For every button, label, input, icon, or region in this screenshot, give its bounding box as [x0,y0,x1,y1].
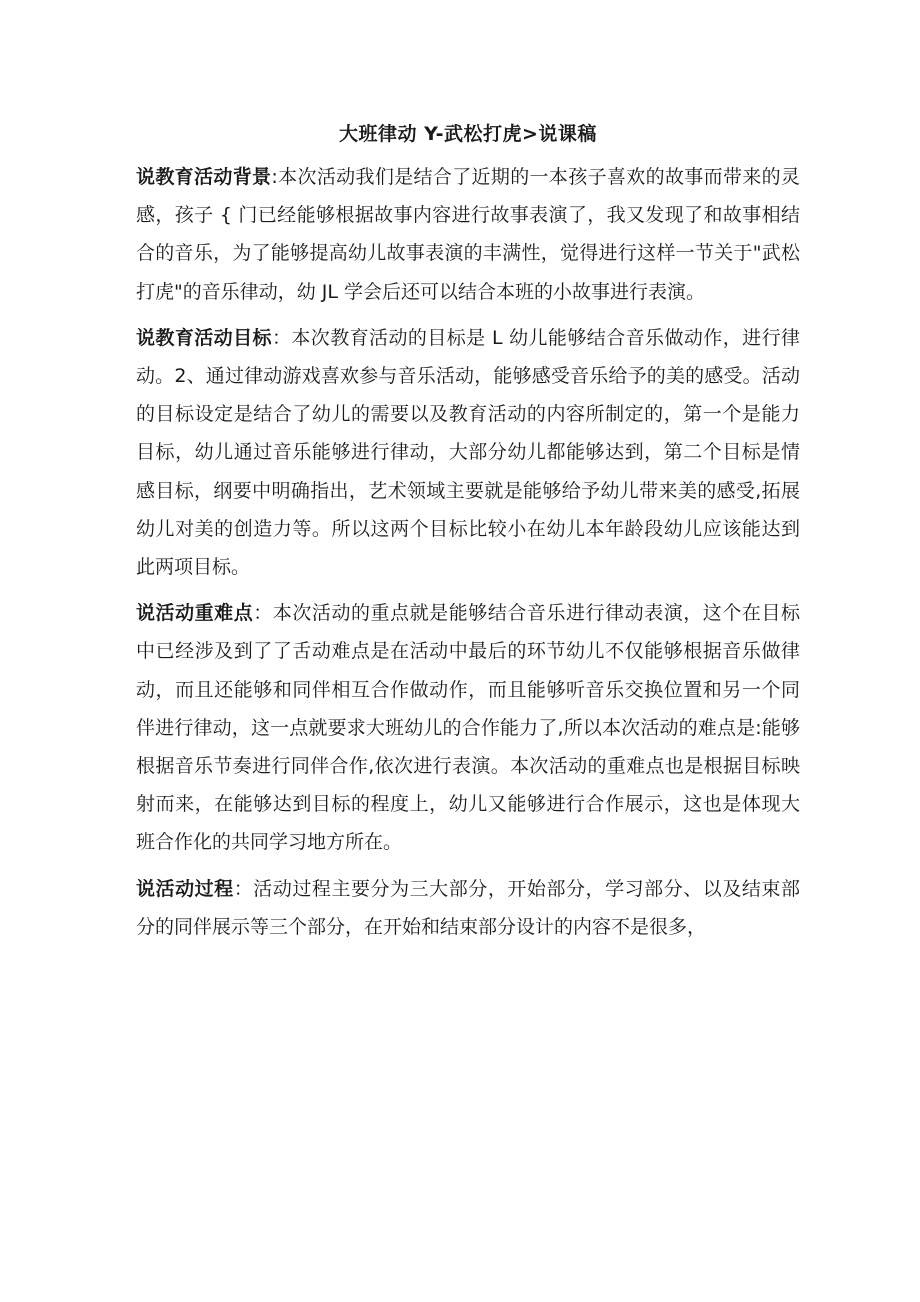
document-title: 大班律动 Y-武松打虎>说课稿 [339,123,597,145]
section-background [136,158,800,311]
section-heading: 说活动过程 [136,877,234,900]
section-objectives [136,319,800,586]
section-heading: 说活动重难点 [136,602,254,625]
section-body: ：活动过程主要分为三大部分，开始部分，学习部分、以及结束部分的同伴展示等三个部分，在开始和结束部分设计的内容不是很多， [136,877,800,938]
section-body: ：本次教育活动的目标是 L 幼儿能够结合音乐做动作，进行律动。2、通过律动游戏喜欢参与音乐活动，能够感受音乐给予的美的感受。活动的目标设定是结合了幼儿的需要以及教育活动的内容所制定的，第一个是能力目标，幼儿通过音乐能够进行律动，大部分幼儿都能够达到，第二个目标是情感目标，纲要中明确指出，艺术领域主要就是能够给予幼儿带来美的感受,拓展幼儿对美的创造力等。所以这两个目标比较小在幼儿本年龄段幼儿应该能达到此两项目标。 [136,326,800,579]
section-key-points [136,594,800,861]
section-heading: 说教育活动背景 [136,166,272,188]
section-process [136,870,800,946]
section-heading: 说教育活动目标 [136,326,272,349]
section-body: ：本次活动的重点就是能够结合音乐进行律动表演，这个在目标中已经涉及到了了舌动难点是在活动中最后的环节幼儿不仅能够根据音乐做律动，而且还能够和同伴相互合作做动作，而且能够听音乐交换位置和另一个同伴进行律动，这一点就要求大班幼儿的合作能力了,所以本次活动的难点是:能够根据音乐节奏进行同伴合作,依次进行表演。本次活动的重难点也是根据目标映射而来，在能够达到目标的程度上，幼儿又能够进行合作展示，这也是体现大班合作化的共同学习地方所在。 [136,602,800,854]
section-body: :本次活动我们是结合了近期的一本孩子喜欢的故事而带来的灵感，孩子 { 门已经能够根据故事内容进行故事表演了，我又发现了和故事相结合的音乐，为了能够提高幼儿故事表演的丰满性，觉得进行这样一节关于"武松打虎"的音乐律动，幼 JL 学会后还可以结合本班的小故事进行表演。 [136,166,800,303]
